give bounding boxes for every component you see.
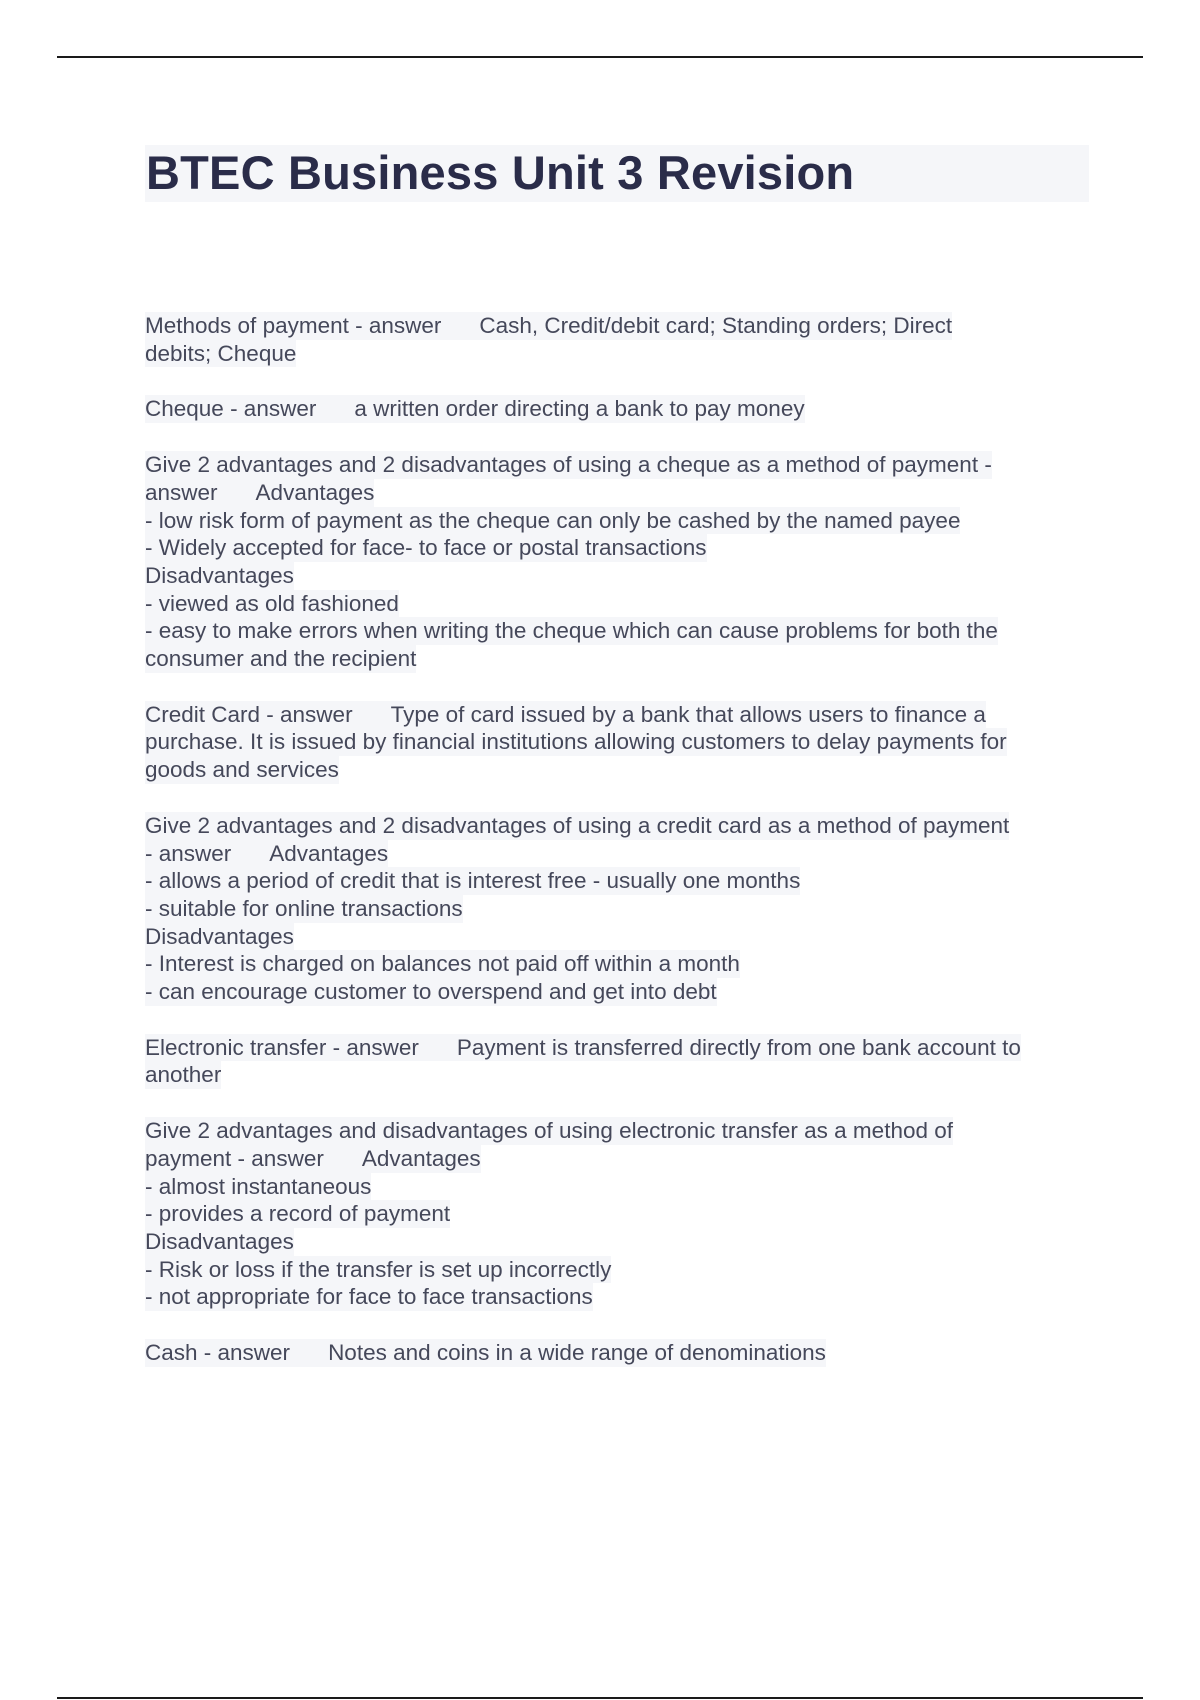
flashcard-line: another [145, 1062, 222, 1088]
flashcard-term: Cheque - answer [145, 396, 317, 422]
flashcard [145, 812, 1095, 1006]
flashcard-term: Electronic transfer - answer [145, 1034, 419, 1060]
flashcard-line: purchase. It is issued by financial institutions allowing customers to delay payments for [145, 729, 1007, 755]
flashcard-line [145, 840, 388, 868]
flashcard-term: answer [145, 479, 218, 505]
flashcard-line [145, 395, 805, 423]
flashcard [145, 1339, 1095, 1367]
flashcard-line [145, 312, 952, 340]
flashcard-answer: Notes and coins in a wide range of denominations [328, 1340, 826, 1366]
page-title: BTEC Business Unit 3 Revision [146, 146, 855, 199]
flashcard-term: payment - answer [145, 1145, 324, 1171]
flashcard [145, 312, 1095, 367]
flashcard [145, 1117, 1095, 1311]
flashcard-term: Methods of payment - answer [145, 313, 442, 338]
flashcard-line: - almost instantaneous [145, 1173, 372, 1199]
flashcard [145, 701, 1095, 784]
flashcard-line: consumer and the recipient [145, 646, 417, 672]
flashcard-term: - answer [145, 840, 232, 866]
flashcard-line: - Widely accepted for face- to face or postal transactions [145, 535, 707, 561]
flashcard [145, 1034, 1095, 1089]
flashcard-line: - allows a period of credit that is interest free - usually one months [145, 868, 801, 894]
flashcard-line: goods and services [145, 757, 339, 783]
flashcard-line: Disadvantages [145, 562, 294, 588]
flashcard-line: - provides a record of payment [145, 1201, 451, 1227]
flashcard [145, 395, 1095, 423]
bottom-rule [57, 1697, 1143, 1699]
flashcard-question: Give 2 advantages and disadvantages of using electronic transfer as a method of [145, 1118, 954, 1144]
flashcard-line [145, 701, 986, 729]
flashcard-question: Give 2 advantages and 2 disadvantages of using a cheque as a method of payment - [145, 452, 992, 478]
flashcard-line: Disadvantages [145, 923, 294, 949]
flashcard-line: debits; Cheque [145, 340, 297, 366]
flashcard-term: Cash - answer [145, 1340, 291, 1366]
flashcard-answer: Advantages [361, 1145, 481, 1171]
flashcard-line: - Interest is charged on balances not paid off within a month [145, 951, 740, 977]
flashcard-line [145, 1339, 826, 1367]
flashcard-answer: Payment is transferred directly from one bank account to [456, 1034, 1021, 1060]
flashcard-list [145, 312, 1095, 1395]
flashcard-line: - Risk or loss if the transfer is set up incorrectly [145, 1256, 612, 1282]
flashcard-term: Credit Card - answer [145, 701, 353, 727]
flashcard-line: - viewed as old fashioned [145, 590, 399, 616]
flashcard-line [145, 1034, 1021, 1062]
flashcard-answer: Cash, Credit/debit card; Standing orders; Direct [479, 313, 953, 338]
flashcard-line: Disadvantages [145, 1228, 294, 1254]
flashcard-line: - not appropriate for face to face transactions [145, 1284, 593, 1310]
flashcard-line [145, 1145, 481, 1173]
flashcard-answer: Advantages [255, 479, 375, 505]
flashcard-answer: Type of card issued by a bank that allows users to finance a [390, 701, 986, 727]
top-rule [57, 56, 1143, 58]
flashcard-answer: a written order directing a bank to pay money [354, 396, 805, 422]
flashcard-line: - easy to make errors when writing the cheque which can cause problems for both the [145, 618, 998, 644]
flashcard-line: - can encourage customer to overspend and get into debt [145, 979, 717, 1005]
flashcard-answer: Advantages [269, 840, 389, 866]
flashcard [145, 451, 1095, 673]
flashcard-line: - low risk form of payment as the cheque can only be cashed by the named payee [145, 507, 961, 533]
flashcard-line: - suitable for online transactions [145, 895, 463, 921]
flashcard-question: Give 2 advantages and 2 disadvantages of using a credit card as a method of payment [145, 812, 1010, 838]
flashcard-line [145, 479, 374, 507]
